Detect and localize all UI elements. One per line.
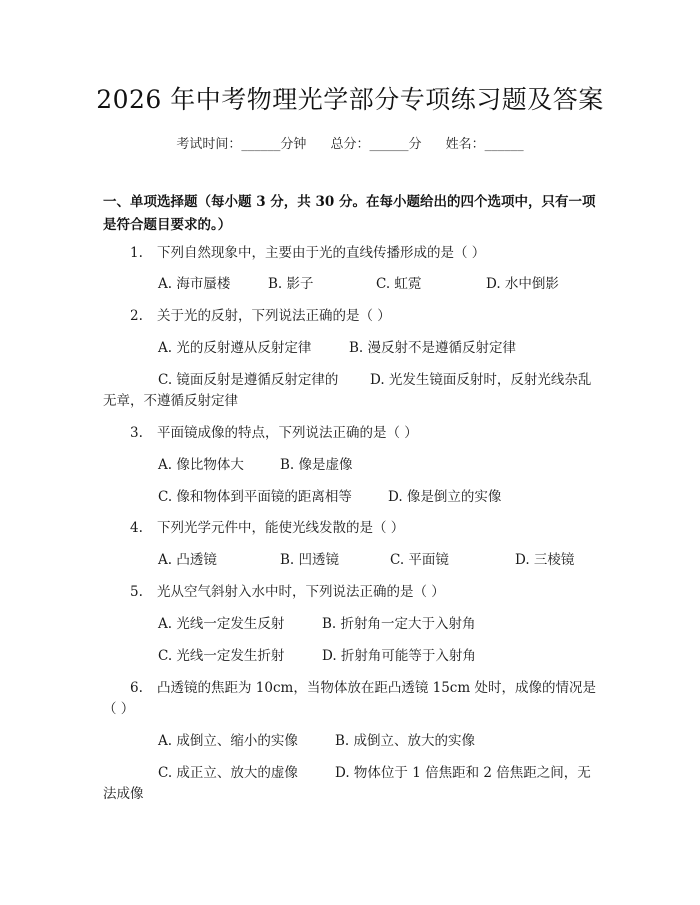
question-3-options-cd <box>158 487 501 508</box>
option-c: C. 镜面反射是遵循反射定律的 <box>158 372 339 388</box>
option-a: A. 凸透镜 <box>158 552 217 568</box>
question-3-options-ab <box>158 455 353 476</box>
option-c: C. 成正立、放大的虚像 <box>158 765 298 781</box>
question-4 <box>103 518 603 539</box>
question-6-options-ab <box>158 731 475 752</box>
option-d: D. 像是倒立的实像 <box>388 489 502 505</box>
option-b: B. 成倒立、放大的实像 <box>335 733 476 749</box>
question-1-options <box>158 274 559 295</box>
option-c: C. 光线一定发生折射 <box>158 648 285 664</box>
exam-total-score: 总分：______分 <box>330 137 422 152</box>
question-5-options-ab <box>158 614 476 635</box>
option-a: A. 像比物体大 <box>158 457 244 473</box>
option-c: C. 平面镜 <box>390 552 449 568</box>
option-d: D. 折射角可能等于入射角 <box>322 648 476 664</box>
option-a: A. 海市蜃楼 <box>158 276 231 292</box>
option-d: D. 三棱镜 <box>515 552 575 568</box>
question-5 <box>103 582 603 603</box>
option-c: C. 像和物体到平面镜的距离相等 <box>158 489 352 505</box>
question-number: 6. <box>130 680 143 696</box>
option-a: A. 成倒立、缩小的实像 <box>158 733 298 749</box>
question-stem: 凸透镜的焦距为 10cm，当物体放在距凸透镜 15cm 处时，成像的情况是（ ） <box>103 680 596 717</box>
question-number: 4. <box>130 520 143 536</box>
option-d: D. 水中倒影 <box>486 276 559 292</box>
question-2 <box>103 306 603 327</box>
section-heading: 一、单项选择题（每小题 3 分，共 30 分。在每小题给出的四个选项中，只有一项是符合题目要求的。） <box>103 194 596 233</box>
question-number: 3. <box>130 425 143 441</box>
question-stem: 光从空气斜射入水中时，下列说法正确的是（ ） <box>157 584 445 600</box>
option-c: C. 虹霓 <box>376 276 422 292</box>
option-b: B. 漫反射不是遵循反射定律 <box>349 340 517 356</box>
question-5-options-cd <box>158 646 476 667</box>
question-stem: 关于光的反射，下列说法正确的是（ ） <box>157 308 391 324</box>
option-b: B. 凹透镜 <box>280 552 340 568</box>
question-1 <box>103 243 603 264</box>
option-a: A. 光线一定发生反射 <box>158 616 285 632</box>
option-d: D. 光发生镜面反射时，反射光线杂乱无章，不遵循反射定律 <box>103 372 592 409</box>
option-d: D. 物体位于 1 倍焦距和 2 倍焦距之间，无法成像 <box>103 765 591 802</box>
question-stem: 平面镜成像的特点，下列说法正确的是（ ） <box>157 425 418 441</box>
exam-time: 考试时间：______分钟 <box>176 137 307 152</box>
option-b: B. 像是虚像 <box>280 457 353 473</box>
option-a: A. 光的反射遵从反射定律 <box>158 340 312 356</box>
question-4-options <box>158 550 574 571</box>
option-b: B. 折射角一定大于入射角 <box>322 616 476 632</box>
question-6 <box>103 678 603 720</box>
question-2-options-ab <box>158 338 516 359</box>
question-number: 5. <box>130 584 143 600</box>
option-b: B. 影子 <box>268 276 314 292</box>
question-stem: 下列光学元件中，能使光线发散的是（ ） <box>157 520 405 536</box>
student-name: 姓名：______ <box>445 137 524 152</box>
exam-meta-line <box>0 133 700 152</box>
question-stem: 下列自然现象中，主要由于光的直线传播形成的是（ ） <box>157 245 486 261</box>
question-number: 2. <box>130 308 143 324</box>
question-6-options-cd <box>103 763 603 805</box>
question-2-options-cd <box>103 370 603 412</box>
question-number: 1. <box>130 245 143 261</box>
document-title: 2026 年中考物理光学部分专项练习题及答案 <box>96 85 604 114</box>
question-3 <box>103 423 603 444</box>
